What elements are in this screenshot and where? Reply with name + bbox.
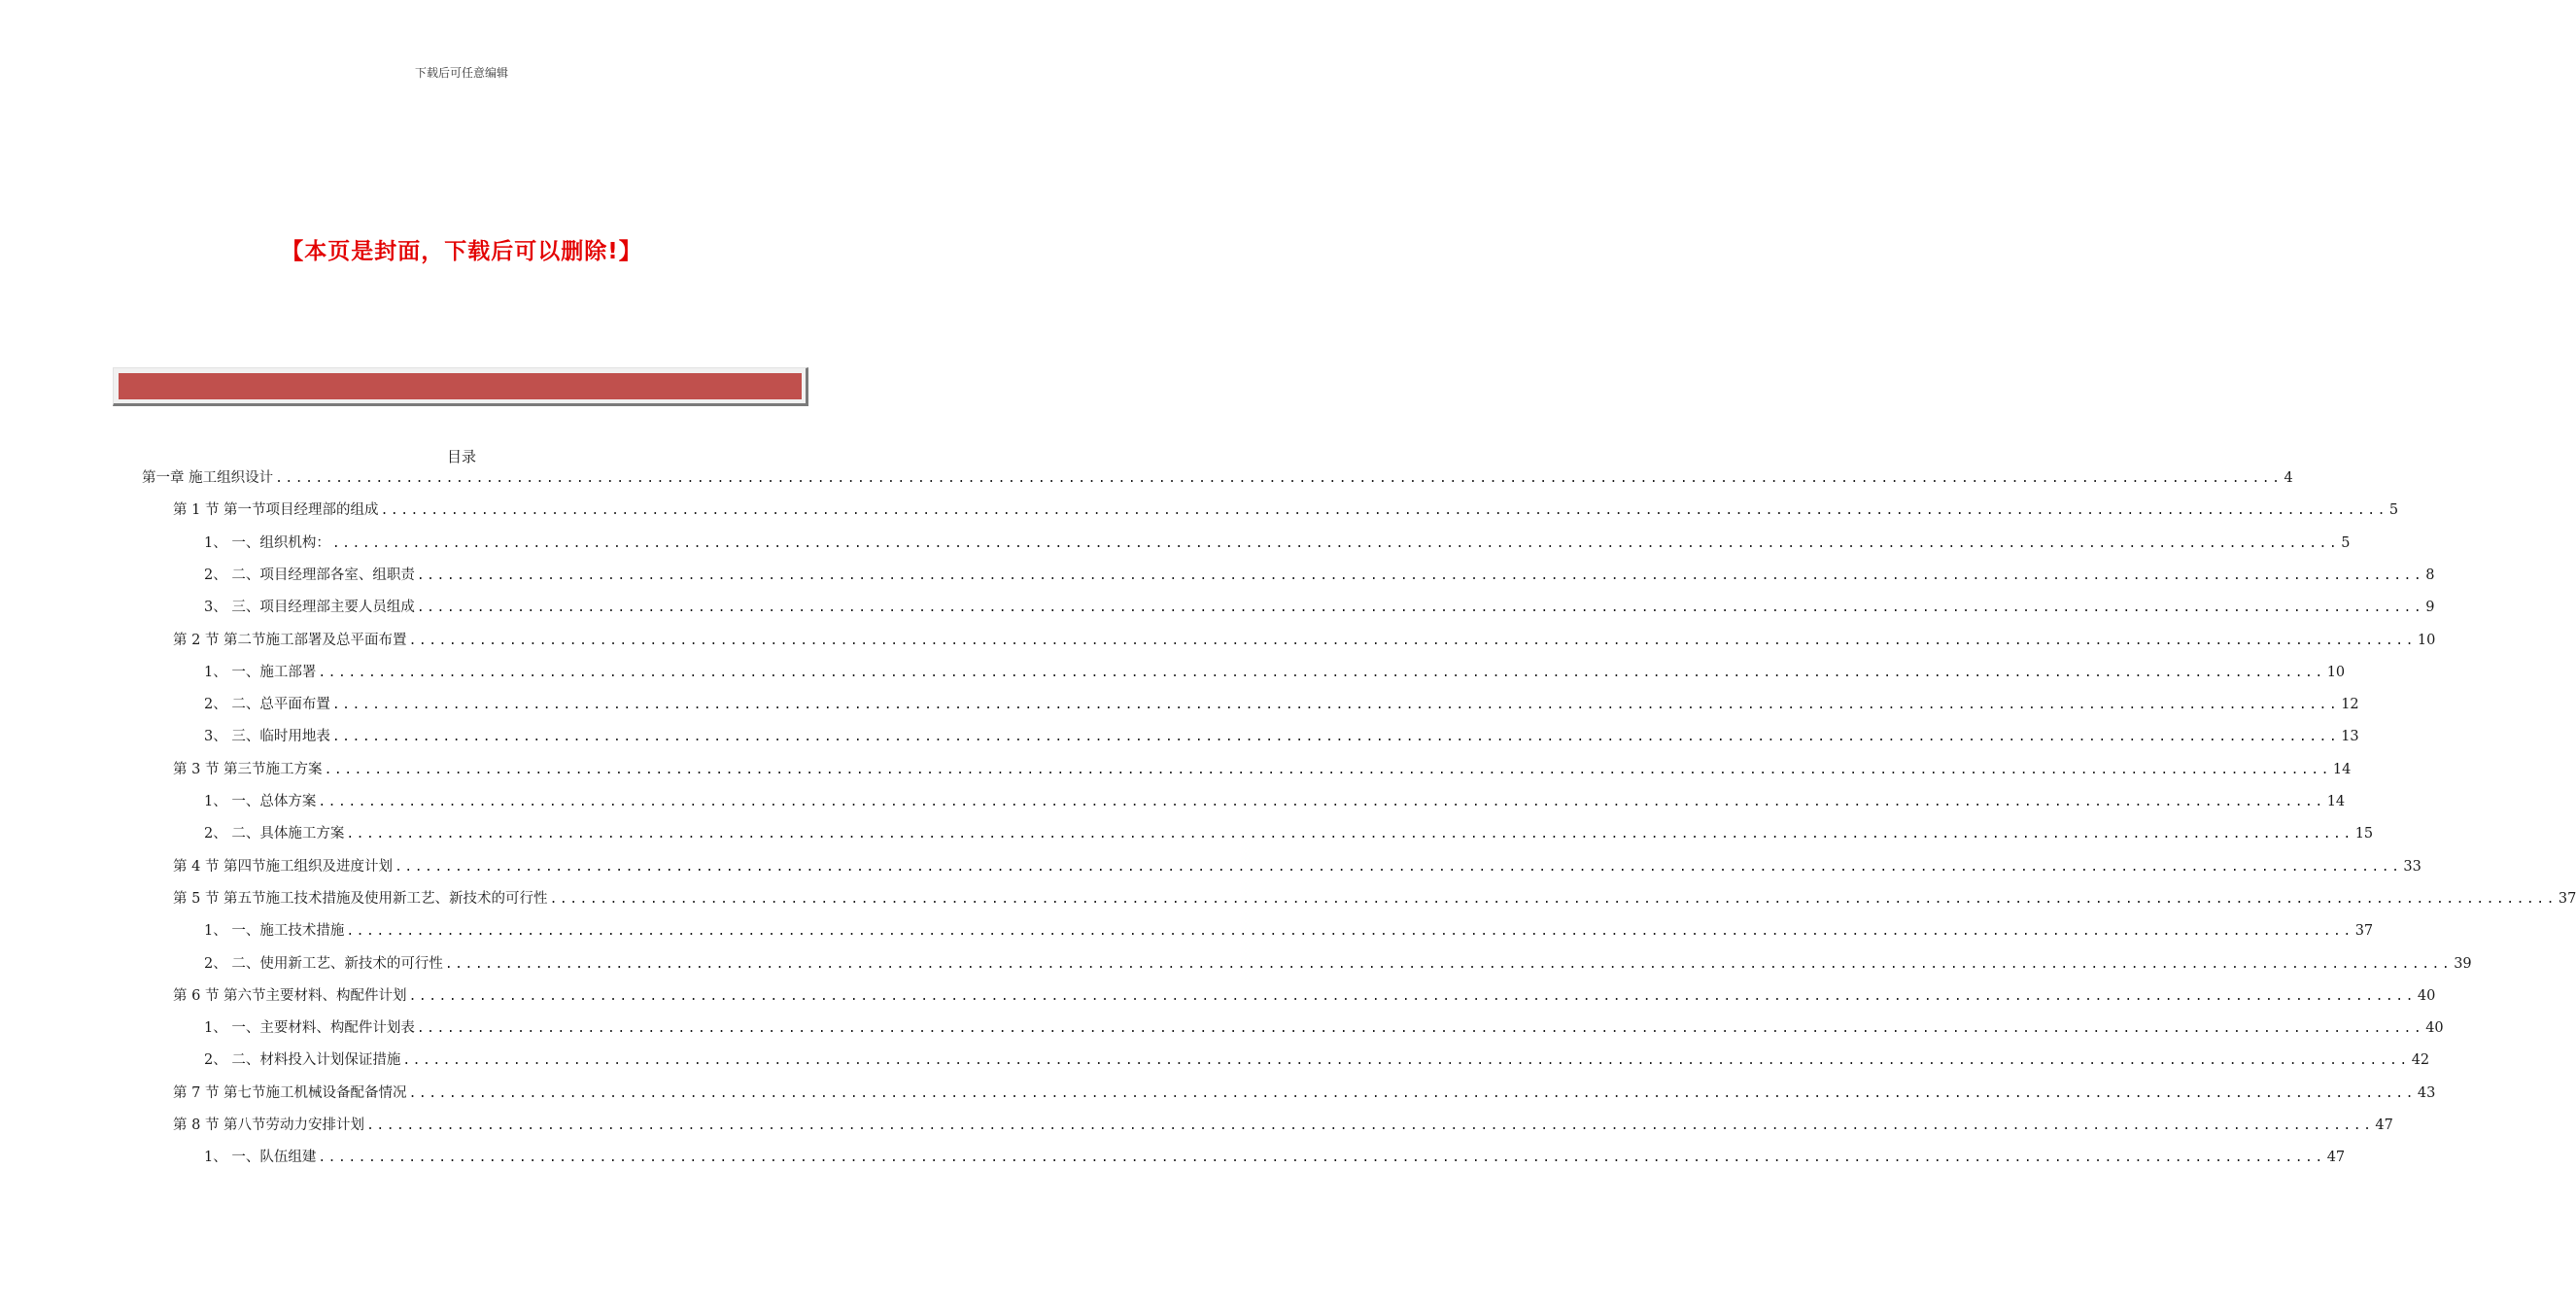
toc-entry-label: 1、 一、组织机构： (204, 534, 330, 551)
toc-leader-dots: ........................................................................................................................................................................................................ (324, 762, 2331, 777)
toc-entry-label: 第 7 节 第七节施工机械设备配备情况 (173, 1084, 407, 1101)
toc-entry-page-number: 10 (2417, 632, 2436, 648)
toc-entry[interactable] (173, 982, 2436, 1010)
toc-entry[interactable] (173, 1080, 2436, 1107)
toc-entry[interactable] (204, 562, 2435, 589)
toc-entry[interactable] (173, 1112, 2393, 1139)
toc-entry-page-number: 5 (2388, 502, 2399, 519)
toc-leader-dots: ........................................................................................................................................................................................................ (366, 1118, 2374, 1133)
toc-entry-label: 第 2 节 第二节施工部署及总平面布置 (173, 632, 407, 648)
banner-bar (119, 373, 802, 399)
toc-leader-dots: ........................................................................................................................................................................................................ (408, 988, 2416, 1004)
toc-entry-page-number: 40 (2417, 987, 2436, 1004)
toc-entry-page-number: 13 (2341, 729, 2359, 745)
toc-title: 目录 (446, 448, 476, 465)
toc-leader-dots: ........................................................................................................................................................................................................ (346, 827, 2353, 842)
toc-entry-page-number: 14 (2332, 761, 2352, 777)
toc-entry-page-number: 33 (2403, 858, 2421, 875)
toc-entry[interactable] (204, 723, 2359, 750)
toc-leader-dots: ........................................................................................................................................................................................................ (416, 567, 2424, 583)
cover-notice: 【本页是封面，下载后可以删除!】 (281, 239, 642, 264)
toc-entry[interactable] (173, 497, 2399, 524)
toc-entry-page-number: 12 (2341, 697, 2359, 713)
toc-entry[interactable] (173, 853, 2421, 880)
toc-entry-label: 第 6 节 第六节主要材料、构配件计划 (173, 987, 407, 1004)
toc-entry-page-number: 10 (2326, 664, 2346, 680)
toc-entry-page-number: 40 (2425, 1020, 2444, 1037)
toc-entry-page-number: 37 (2354, 923, 2374, 940)
toc-entry[interactable] (173, 885, 2576, 912)
toc-entry-page-number: 42 (2411, 1052, 2430, 1069)
toc-entry-label: 2、 二、使用新工艺、新技术的可行性 (204, 955, 443, 972)
toc-entry-label: 3、 三、项目经理部主要人员组成 (204, 600, 415, 616)
toc-leader-dots: ........................................................................................................................................................................................................ (331, 535, 2340, 551)
toc-leader-dots: ........................................................................................................................................................................................................ (549, 891, 2557, 907)
toc-leader-dots: ........................................................................................................................................................................................................ (416, 1021, 2424, 1037)
toc-entry-label: 第 1 节 第一节项目经理部的组成 (173, 502, 379, 519)
toc-leader-dots: ........................................................................................................................................................................................................ (318, 795, 2325, 809)
toc-entry[interactable] (204, 691, 2359, 718)
toc-entry-label: 3、 三、临时用地表 (204, 729, 330, 745)
toc-leader-dots: ........................................................................................................................................................................................................ (318, 665, 2325, 680)
header-note: 下载后可任意编辑 (414, 66, 508, 80)
toc-entry[interactable] (204, 530, 2351, 557)
toc-entry-page-number: 4 (2284, 470, 2293, 486)
toc-entry-page-number: 47 (2375, 1117, 2393, 1133)
toc-entry[interactable] (173, 756, 2352, 783)
toc-leader-dots: ........................................................................................................................................................................................................ (380, 503, 2387, 519)
toc-entry-label: 1、 一、施工技术措施 (204, 923, 345, 940)
toc-leader-dots: ........................................................................................................................................................................................................ (318, 1151, 2325, 1166)
toc-leader-dots: ........................................................................................................................................................................................................ (331, 730, 2340, 745)
toc-entry[interactable] (173, 627, 2436, 654)
toc-entry[interactable] (204, 1014, 2444, 1042)
toc-entry-page-number: 39 (2454, 955, 2472, 972)
toc-leader-dots: ........................................................................................................................................................................................................ (395, 859, 2402, 875)
toc-leader-dots: ........................................................................................................................................................................................................ (331, 698, 2340, 713)
toc-leader-dots: ........................................................................................................................................................................................................ (275, 471, 2283, 486)
toc-entry-page-number: 15 (2354, 826, 2374, 842)
toc-entry[interactable] (204, 820, 2374, 847)
toc-entry-label: 1、 一、队伍组建 (204, 1150, 317, 1166)
toc-entry[interactable] (204, 594, 2435, 621)
toc-entry[interactable] (204, 1144, 2346, 1171)
toc-entry-label: 2、 二、项目经理部各室、组职责 (204, 567, 415, 583)
toc-entry-page-number: 5 (2341, 534, 2351, 551)
toc-entry-label: 2、 二、具体施工方案 (204, 826, 345, 842)
toc-entry[interactable] (204, 917, 2374, 945)
toc-entry-label: 第 4 节 第四节施工组织及进度计划 (173, 858, 394, 875)
toc-entry-label: 2、 二、总平面布置 (204, 697, 330, 713)
toc-leader-dots: ........................................................................................................................................................................................................ (402, 1053, 2410, 1069)
toc-leader-dots: ........................................................................................................................................................................................................ (408, 633, 2416, 648)
toc-entry-label: 第一章 施工组织设计 (142, 470, 274, 486)
toc-leader-dots: ........................................................................................................................................................................................................ (346, 924, 2353, 940)
toc-entry-page-number: 14 (2326, 794, 2346, 809)
toc-entry-label: 第 8 节 第八节劳动力安排计划 (173, 1117, 365, 1133)
toc-leader-dots: ........................................................................................................................................................................................................ (408, 1085, 2416, 1101)
toc-entry-page-number: 37 (2558, 890, 2576, 907)
toc-entry[interactable] (204, 788, 2346, 815)
toc-entry-page-number: 9 (2425, 600, 2435, 616)
toc-entry-page-number: 43 (2417, 1084, 2436, 1101)
toc-entry[interactable] (204, 1047, 2430, 1074)
toc-entry-label: 1、 一、总体方案 (204, 794, 317, 809)
toc-entry-page-number: 47 (2326, 1150, 2346, 1166)
decorative-banner (113, 367, 808, 406)
toc-entry-label: 1、 一、施工部署 (204, 664, 317, 680)
toc-leader-dots: ........................................................................................................................................................................................................ (416, 601, 2424, 616)
toc-entry[interactable] (142, 464, 2293, 492)
toc-entry-label: 2、 二、材料投入计划保证措施 (204, 1052, 401, 1069)
toc-entry-label: 第 5 节 第五节施工技术措施及使用新工艺、新技术的可行性 (173, 890, 548, 907)
toc-leader-dots: ........................................................................................................................................................................................................ (444, 956, 2453, 972)
toc-entry-label: 1、 一、主要材料、构配件计划表 (204, 1020, 415, 1037)
toc-entry[interactable] (204, 950, 2472, 978)
toc-entry-label: 第 3 节 第三节施工方案 (173, 761, 323, 777)
toc-entry[interactable] (204, 659, 2346, 686)
toc-entry-page-number: 8 (2425, 567, 2435, 583)
